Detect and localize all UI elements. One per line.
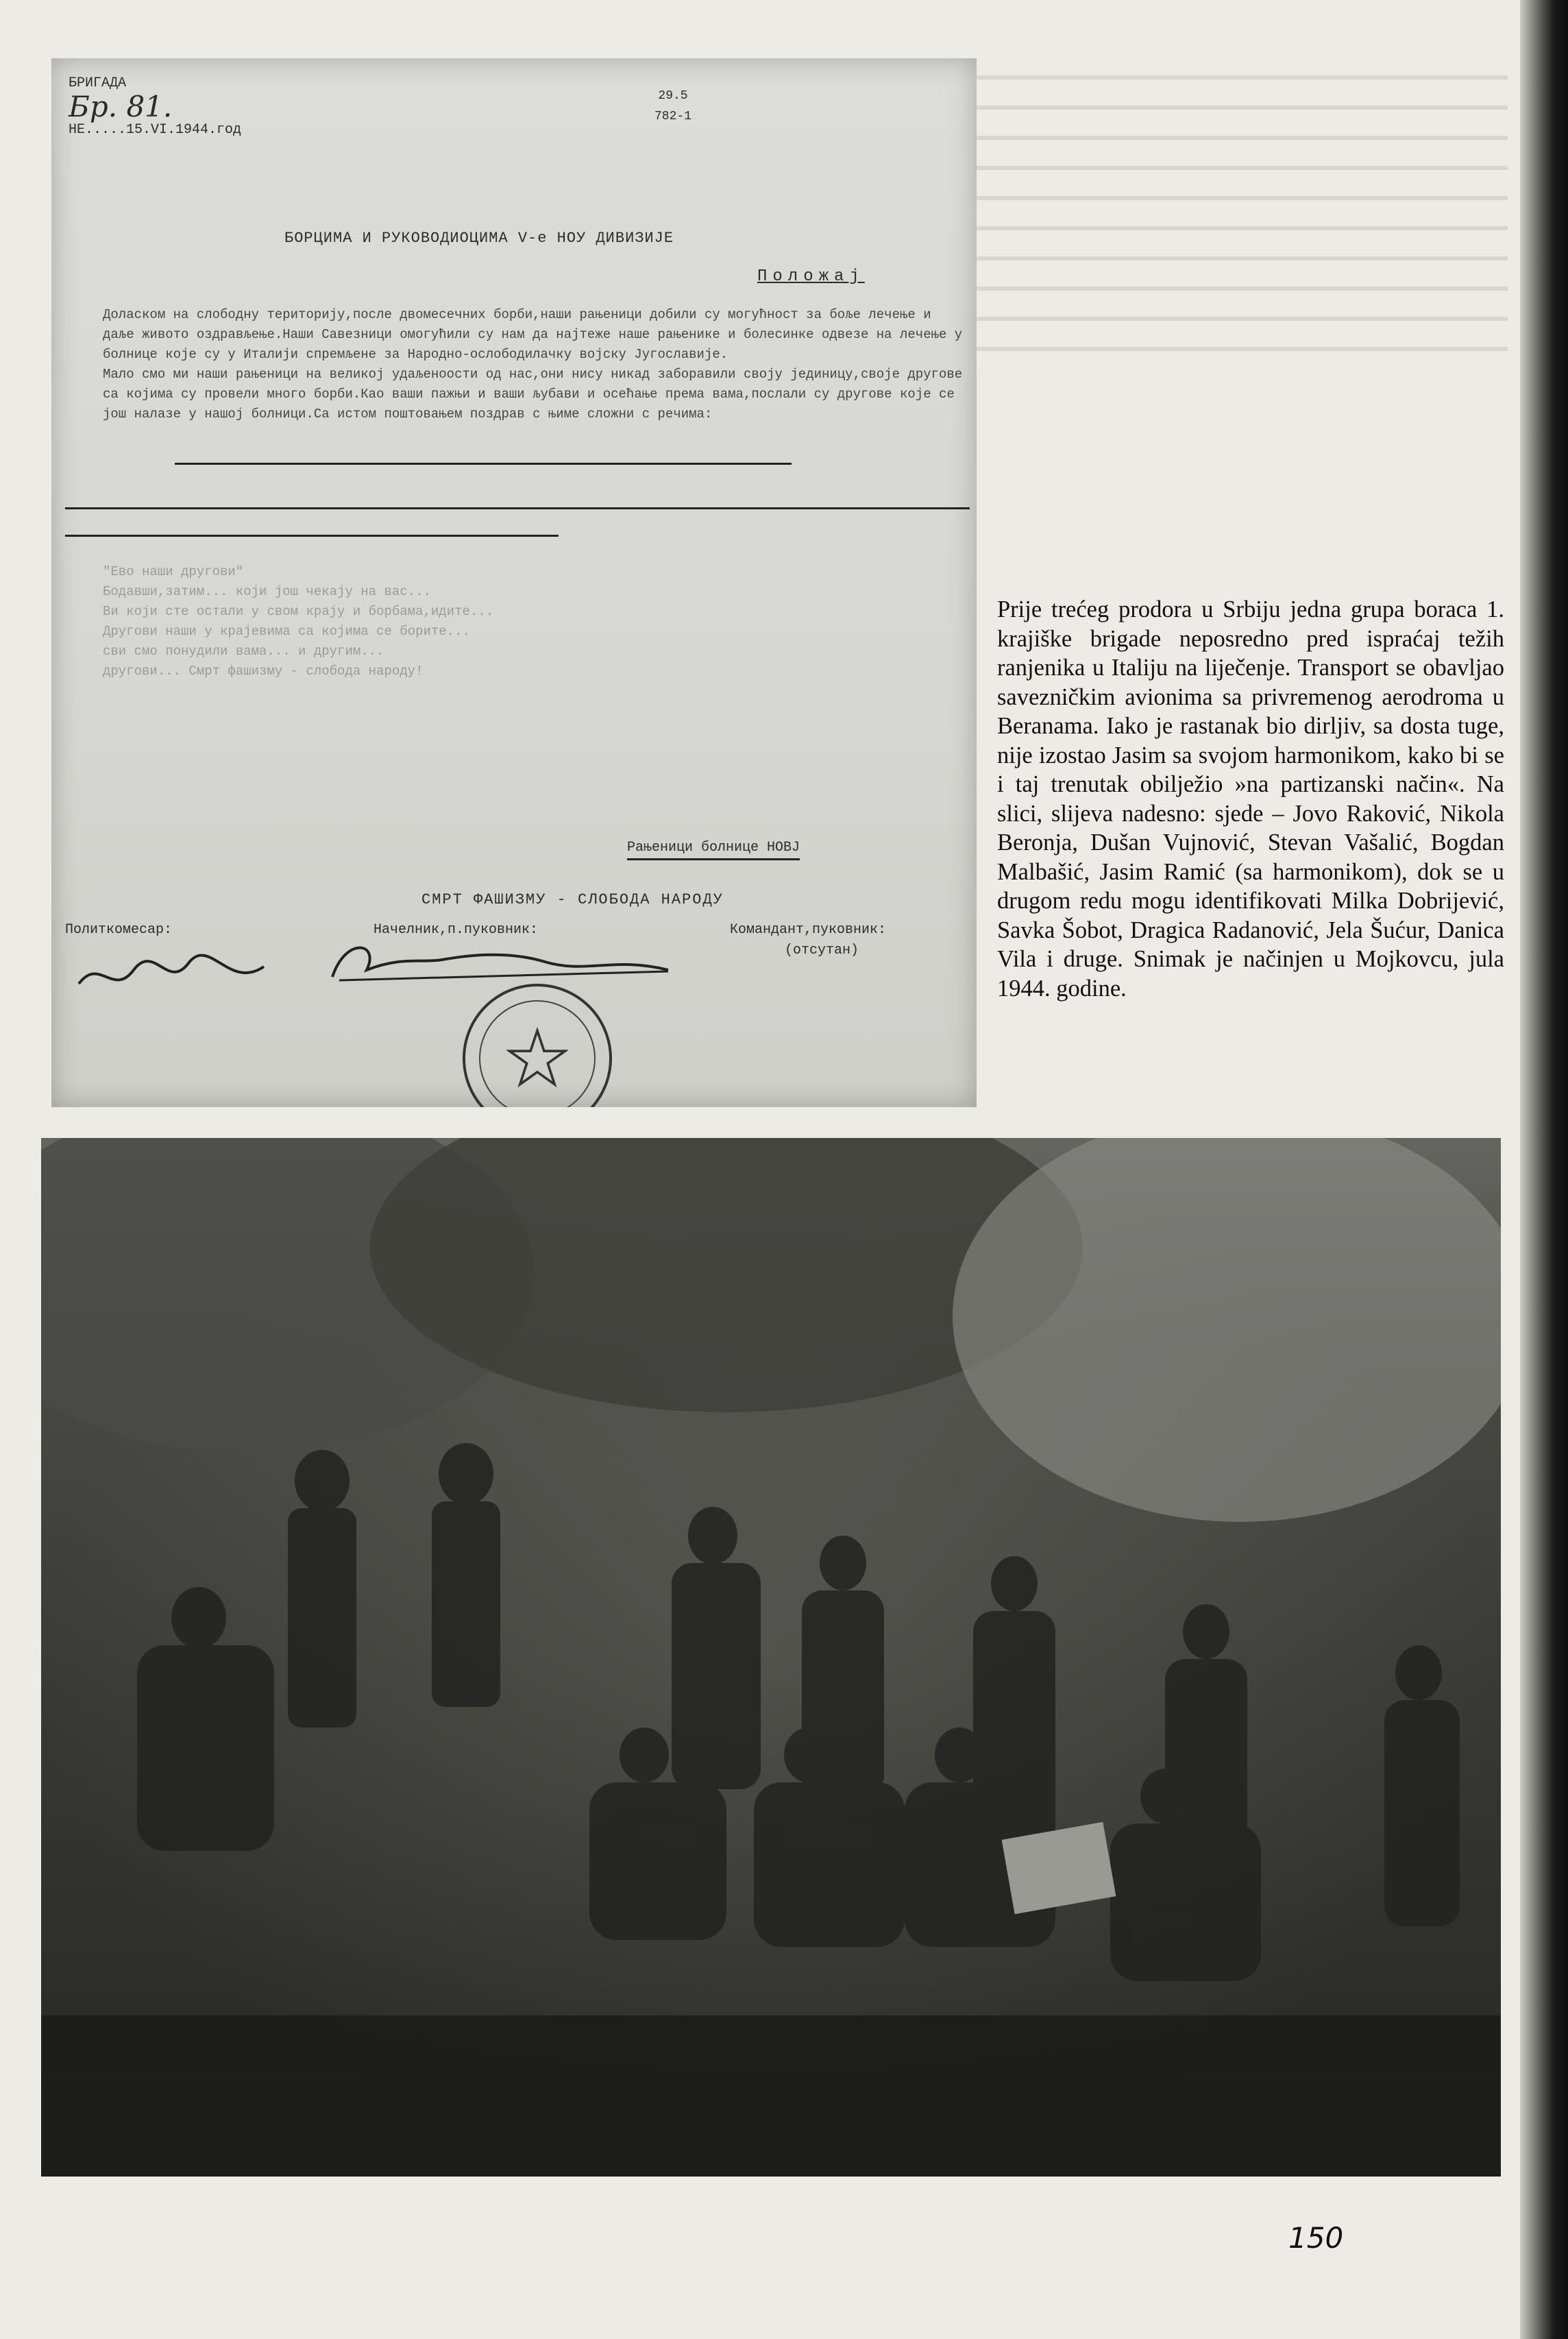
document-header-right bbox=[654, 86, 691, 127]
bleed-through-text bbox=[973, 75, 1508, 363]
handwritten-signature bbox=[72, 943, 278, 1004]
scan-edge bbox=[1520, 0, 1568, 2339]
photo-scene bbox=[41, 1138, 1501, 2177]
header-line-1: БРИГАДА bbox=[69, 75, 127, 91]
document-header-left bbox=[69, 72, 241, 142]
document-subtitle: Положај bbox=[757, 267, 865, 286]
signature-role-1: Политкомесар: bbox=[65, 922, 173, 938]
group-photograph bbox=[41, 1138, 1501, 2177]
header-right-line-2: 782-1 bbox=[654, 110, 692, 123]
document-closing: СМРТ ФАШИЗМУ - СЛОБОДА НАРОДУ bbox=[421, 891, 724, 908]
underline bbox=[65, 507, 970, 509]
closing-box: Рањеници болнице НОВЈ bbox=[627, 840, 800, 860]
underline bbox=[175, 463, 792, 465]
signature-role-3: Командант,пуковник: bbox=[730, 922, 887, 938]
archival-document-image bbox=[51, 58, 977, 1107]
signature-note: (отсутан) bbox=[785, 943, 859, 958]
document-title: БОРЦИМА И РУКОВОДИОЦИМА V-е НОУ ДИВИЗИЈЕ bbox=[284, 230, 674, 247]
document-body-text: Доласком на слободну територију,после двомесечних борби,наши рањеници добили су могућност за боље лечење и даље живото оздрављење.Наши Савезници омогућили су нам да најтеже наше рањенике и болесинке одвезе на лечење у болнице које су у Италији спремљене за Народно-ослободилачку војску Југославије. Мало смо ми наши рањеници на великој удаљеноости од нас,они нису никад заборавили своју јединицу,своје другове са којима су провели много борби.Као ваши пажњи и ваши љубави и осећање према вама,послали су другове које се још налазе у нашој болници.Са истом поштовањем поздрав с њиме сложни с речима: bbox=[103, 307, 963, 422]
document-faded-text: "Ево наши другови" Бодавши,затим... који још чекају на вас... Ви који сте остали у свом крају и борбама,идите... Другови наши у крајевима са којима се борите... сви смо понудили вама... и другим... другови... Смрт фашизму - слобода народу! bbox=[103, 564, 494, 679]
header-line-3: НЕ.....15.VI.1944.год bbox=[69, 122, 242, 138]
header-right-line-1: 29.5 bbox=[658, 89, 688, 103]
page-number: 150 bbox=[1288, 2221, 1344, 2255]
star-icon bbox=[506, 1028, 568, 1089]
signature-role-2: Начелник,п.пуковник: bbox=[373, 922, 539, 938]
photo-caption: Prije trećeg prodora u Srbiju jedna grupa boraca 1. krajiške brigade neposredno pred ispraćaj težih ranjenika u Italiju na liječenje. Transport se obavljao savezničkim avionima sa privremenog aerodroma u Beranama. Iako je rastanak bio dirljiv, sa dosta tuge, nije izostao Jasim sa svojom harmonikom, kako bi se i taj trenutak obilježio »na partizanski način«. Na slici, slijeva nadesno: sjede – Jovo Raković, Nikola Beronja, Dušan Vujnović, Stevan Vašalić, Bogdan Malbašić, Jasim Ramić (sa harmonikom), dok se u drugom redu mogu identifikovati Milka Dobrijević, Savka Šobot, Dragica Radanović, Jela Šućur, Danica Vila i druge. Snimak je načinjen u Mojkovcu, jula 1944. godine. bbox=[997, 596, 1504, 1002]
underline bbox=[65, 535, 559, 537]
header-line-2: Бр. 81. bbox=[69, 90, 173, 123]
